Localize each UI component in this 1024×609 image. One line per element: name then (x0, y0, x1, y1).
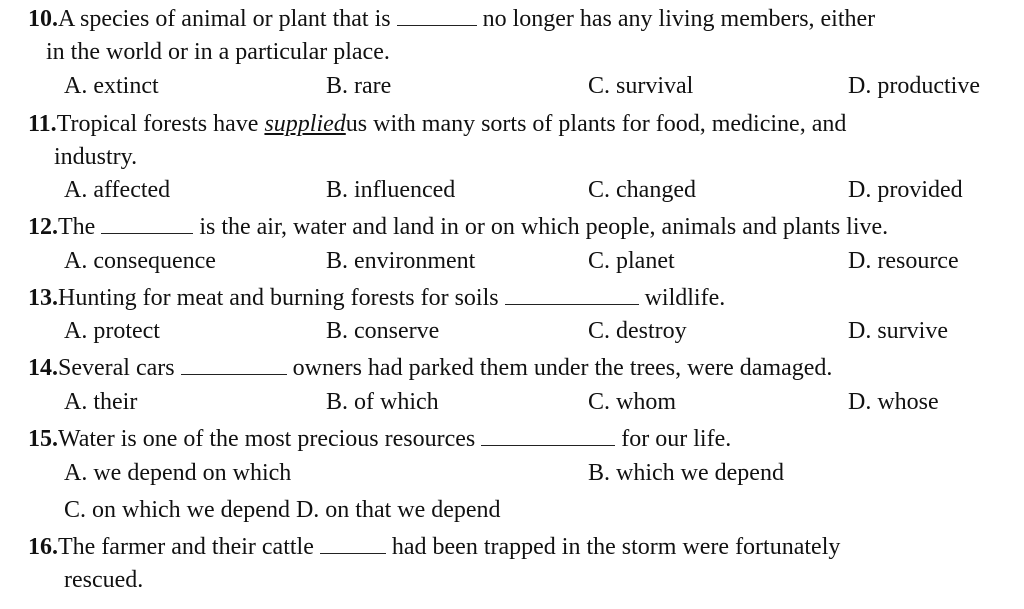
option-a[interactable]: A. we depend on which (64, 460, 292, 486)
question-text: Hunting for meat and burning forests for soils (58, 285, 499, 311)
underlined-word: supplied (264, 111, 346, 137)
option-b[interactable]: B. conserve (326, 318, 440, 344)
option-c-and-d[interactable]: C. on which we depend D. on that we depend (64, 497, 501, 523)
answer-blank (397, 5, 477, 26)
option-d[interactable]: D. whose (848, 389, 939, 415)
question-16-continuation: rescued. (64, 567, 144, 593)
question-number: 15. (28, 426, 58, 452)
answer-blank (320, 533, 386, 554)
question-13-stem (28, 283, 725, 313)
question-number: 14. (28, 355, 58, 381)
question-text: wildlife. (644, 285, 726, 311)
question-number: 10. (28, 6, 58, 32)
answer-blank (181, 354, 287, 375)
question-text: no longer has any living members, either (482, 6, 876, 32)
question-text: The (58, 214, 96, 240)
option-a[interactable]: A. protect (64, 318, 160, 344)
option-b[interactable]: B. environment (326, 248, 476, 274)
question-14-stem (28, 353, 832, 383)
option-b[interactable]: B. rare (326, 73, 392, 99)
option-a[interactable]: A. affected (64, 177, 171, 203)
question-16-stem (28, 532, 840, 562)
answer-blank (481, 425, 615, 446)
question-10-continuation: in the world or in a particular place. (46, 39, 390, 65)
option-d[interactable]: D. resource (848, 248, 959, 274)
option-d[interactable]: D. productive (848, 73, 980, 99)
option-d[interactable]: D. provided (848, 177, 963, 203)
option-c[interactable]: C. planet (588, 248, 675, 274)
option-a[interactable]: A. consequence (64, 248, 216, 274)
option-a[interactable]: A. their (64, 389, 138, 415)
question-number: 11. (28, 111, 57, 137)
question-text: Water is one of the most precious resources (58, 426, 476, 452)
question-11-continuation: industry. (54, 144, 138, 170)
option-c[interactable]: C. whom (588, 389, 677, 415)
question-11-stem (28, 109, 846, 139)
question-text: is the air, water and land in or on which people, animals and plants live. (199, 214, 889, 240)
question-number: 13. (28, 285, 58, 311)
question-number: 16. (28, 534, 58, 560)
question-10-stem (28, 4, 875, 34)
option-d[interactable]: D. survive (848, 318, 948, 344)
answer-blank (505, 284, 639, 305)
question-number: 12. (28, 214, 58, 240)
option-b[interactable]: B. influenced (326, 177, 456, 203)
answer-blank (101, 213, 193, 234)
option-c[interactable]: C. survival (588, 73, 694, 99)
question-12-stem (28, 212, 888, 242)
option-b[interactable]: B. which we depend (588, 460, 784, 486)
question-text: A species of animal or plant that is (58, 6, 391, 32)
option-c[interactable]: C. destroy (588, 318, 687, 344)
option-c[interactable]: C. changed (588, 177, 696, 203)
question-15-stem (28, 424, 731, 454)
question-text: Several cars (58, 355, 175, 381)
question-text: for our life. (621, 426, 732, 452)
question-text: Tropical forests have (56, 111, 259, 137)
question-text: The farmer and their cattle (58, 534, 314, 560)
question-text: had been trapped in the storm were fortunately (391, 534, 841, 560)
question-text: us with many sorts of plants for food, medicine, and (345, 111, 847, 137)
question-text: owners had parked them under the trees, were damaged. (292, 355, 833, 381)
option-a[interactable]: A. extinct (64, 73, 159, 99)
option-b[interactable]: B. of which (326, 389, 439, 415)
